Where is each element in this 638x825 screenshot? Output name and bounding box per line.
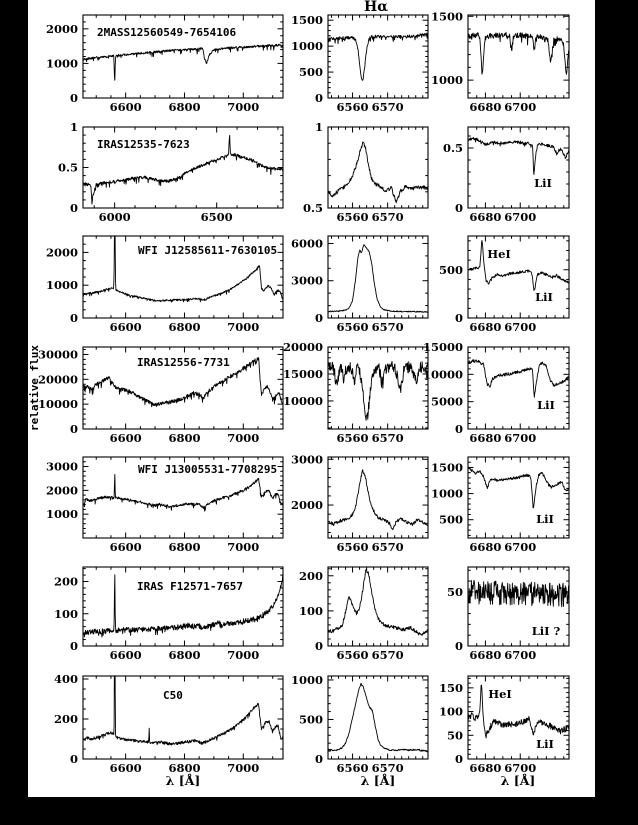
ytick-r5-left-1: 2000: [45, 483, 78, 498]
ytick-r7-right-2: 100: [438, 704, 463, 719]
ytick-r2-left-2: 1: [69, 120, 78, 134]
xtick-r4-right-1: 6700: [504, 431, 537, 445]
ytick-r4-mid-0: 10000: [282, 393, 323, 408]
xtick-r2-mid-0: 6560: [336, 210, 369, 224]
ytick-r4-left-3: 30000: [37, 347, 78, 362]
object-name-r6-left: IRAS F12571-7657: [137, 580, 243, 593]
ytick-r6-left-1: 100: [53, 606, 78, 621]
xtick-r7-mid-1: 6570: [371, 761, 404, 775]
xtick-r1-right-1: 6700: [504, 100, 537, 114]
xtick-r1-left-2: 7000: [227, 100, 260, 114]
ytick-r4-right-2: 10000: [422, 367, 463, 382]
xtick-r2-mid-1: 6570: [371, 210, 404, 224]
ytick-r3-right-1: 500: [438, 262, 463, 277]
line-annotation-r2-right-0: LiI: [534, 176, 552, 190]
xtick-r1-right-0: 6680: [469, 100, 502, 114]
ytick-r4-left-2: 20000: [37, 372, 78, 387]
xtick-r6-right-0: 6680: [469, 648, 502, 662]
ytick-r6-mid-1: 100: [298, 603, 323, 618]
line-annotation-r3-right-1: LiI: [535, 290, 553, 304]
ytick-r4-right-1: 5000: [430, 394, 463, 409]
y-axis-title-relative-flux: relative flux: [28, 344, 41, 432]
xtick-r2-right-1: 6700: [504, 210, 537, 224]
ytick-r6-left-2: 200: [53, 574, 78, 589]
ytick-r7-right-3: 150: [438, 680, 463, 695]
object-name-r7-left: C50: [163, 689, 183, 702]
ytick-r4-left-1: 10000: [37, 397, 78, 412]
xtick-r5-right-1: 6700: [504, 540, 537, 554]
ytick-r5-mid-1: 3000: [290, 452, 323, 467]
ytick-r3-left-0: 0: [69, 311, 78, 325]
ytick-r1-left-1: 1000: [45, 56, 78, 71]
xtick-r4-mid-0: 6560: [336, 431, 369, 445]
xtick-r5-mid-1: 6570: [371, 540, 404, 554]
xtick-r6-left-2: 7000: [227, 648, 260, 662]
ytick-r1-mid-2: 1000: [290, 39, 323, 54]
ytick-r5-left-0: 1000: [45, 507, 78, 522]
ytick-r1-left-2: 2000: [45, 21, 78, 36]
ytick-r1-mid-3: 1500: [290, 13, 323, 28]
ytick-r7-mid-1: 500: [298, 712, 323, 727]
x-axis-title-lambda-2: λ [Å]: [500, 773, 536, 788]
ytick-r3-mid-0: 0: [314, 311, 323, 325]
xtick-r1-left-0: 6600: [109, 100, 142, 114]
xtick-r1-mid-0: 6560: [336, 100, 369, 114]
ytick-r7-right-0: 0: [454, 752, 463, 766]
ytick-r1-mid-1: 500: [298, 65, 323, 80]
ytick-r2-left-0: 0: [69, 201, 78, 215]
xtick-r6-mid-1: 6570: [371, 648, 404, 662]
ytick-r3-mid-2: 6000: [290, 236, 323, 251]
xtick-r6-left-1: 6800: [168, 648, 201, 662]
ytick-r3-right-0: 0: [454, 311, 463, 325]
xtick-r5-right-0: 6680: [469, 540, 502, 554]
xtick-r5-mid-0: 6560: [336, 540, 369, 554]
object-name-r3-left: WFI J12585611-7630105: [138, 244, 278, 257]
ytick-r3-mid-1: 3000: [290, 273, 323, 288]
x-axis-title-lambda-0: λ [Å]: [165, 773, 201, 788]
ytick-r3-left-1: 1000: [45, 278, 78, 293]
object-name-r4-left: IRAS12556-7731: [137, 356, 230, 369]
xtick-r2-left-1: 6500: [200, 210, 233, 224]
ytick-r1-mid-0: 0: [314, 91, 323, 105]
xtick-r7-left-2: 7000: [227, 761, 260, 775]
ytick-r6-mid-2: 200: [298, 568, 323, 583]
xtick-r2-right-0: 6680: [469, 210, 502, 224]
ytick-r2-left-1: 0.5: [57, 160, 78, 175]
line-annotation-r4-right-0: LiI: [537, 398, 555, 412]
ytick-r6-left-0: 0: [69, 639, 78, 653]
xtick-r1-left-1: 6800: [168, 100, 201, 114]
xtick-r6-right-1: 6700: [504, 648, 537, 662]
xtick-r5-left-1: 6800: [168, 540, 201, 554]
ytick-r7-left-1: 200: [53, 712, 78, 726]
ytick-r2-right-0: 0: [454, 201, 463, 215]
ytick-r5-left-2: 3000: [45, 459, 78, 474]
ytick-r7-mid-2: 1000: [290, 672, 323, 687]
ytick-r4-left-0: 0: [69, 422, 78, 436]
xtick-r5-left-0: 6600: [109, 540, 142, 554]
xtick-r6-mid-0: 6560: [336, 648, 369, 662]
object-name-r1-left: 2MASS12560549-7654106: [97, 26, 237, 39]
ytick-r5-mid-0: 2000: [290, 498, 323, 513]
ytick-r1-left-0: 0: [69, 91, 78, 105]
line-annotation-r3-right-0: HeI: [487, 247, 511, 261]
xtick-r7-left-1: 6800: [168, 761, 201, 775]
ytick-r4-right-0: 0: [454, 422, 463, 436]
xtick-r2-left-0: 6000: [98, 210, 131, 224]
xtick-r4-right-0: 6680: [469, 431, 502, 445]
object-name-r2-left: IRAS12535-7623: [97, 138, 190, 151]
xtick-r7-mid-0: 6560: [336, 761, 369, 775]
ytick-r5-right-1: 1000: [430, 486, 463, 501]
xtick-r3-mid-0: 6560: [336, 320, 369, 334]
x-axis-title-lambda-1: λ [Å]: [360, 773, 396, 788]
ytick-r7-left-2: 400: [53, 672, 78, 686]
xtick-r4-left-0: 6600: [109, 431, 142, 445]
xtick-r4-mid-1: 6570: [371, 431, 404, 445]
xtick-r7-right-1: 6700: [504, 761, 537, 775]
ytick-r2-mid-0: 0.5: [302, 201, 323, 215]
ytick-r4-right-3: 15000: [422, 340, 463, 354]
xtick-r3-right-0: 6680: [469, 320, 502, 334]
ytick-r7-mid-0: 0: [314, 752, 323, 766]
ytick-r6-right-1: 50: [446, 584, 463, 599]
ytick-r2-mid-1: 1: [314, 120, 323, 134]
ytick-r4-mid-2: 20000: [282, 340, 323, 354]
xtick-r5-left-2: 7000: [227, 540, 260, 554]
ytick-r6-mid-0: 0: [314, 639, 323, 653]
ytick-r5-right-0: 500: [438, 512, 463, 527]
ytick-r7-left-0: 0: [69, 752, 78, 766]
ytick-r1-right-0: 1000: [430, 73, 463, 88]
line-annotation-r7-right-1: LiI: [536, 737, 554, 751]
xtick-r3-left-1: 6800: [168, 320, 201, 334]
xtick-r6-left-0: 6600: [109, 648, 142, 662]
xtick-r7-right-0: 6680: [469, 761, 502, 775]
ytick-r1-right-1: 1500: [430, 9, 463, 24]
xtick-r1-mid-1: 6570: [371, 100, 404, 114]
ytick-r6-right-0: 0: [454, 639, 463, 653]
ytick-r5-right-2: 1500: [430, 460, 463, 475]
xtick-r7-left-0: 6600: [109, 761, 142, 775]
ytick-r4-mid-1: 15000: [282, 366, 323, 381]
xtick-r3-mid-1: 6570: [371, 320, 404, 334]
object-name-r5-left: WFI J13005531-7708295: [138, 463, 278, 476]
xtick-r3-right-1: 6700: [504, 320, 537, 334]
figure-title-halpha: Hα: [363, 0, 389, 15]
ytick-r2-right-1: 0.5: [442, 141, 463, 155]
line-annotation-r6-right-0: LiI ?: [531, 624, 561, 638]
line-annotation-r7-right-0: HeI: [488, 687, 512, 701]
xtick-r4-left-1: 6800: [168, 431, 201, 445]
xtick-r3-left-0: 6600: [109, 320, 142, 334]
ytick-r3-left-2: 2000: [45, 245, 78, 260]
line-annotation-r5-right-0: LiI: [536, 512, 554, 526]
ytick-r7-right-1: 50: [446, 728, 463, 743]
xtick-r3-left-2: 7000: [227, 320, 260, 334]
xtick-r4-left-2: 7000: [227, 431, 260, 445]
